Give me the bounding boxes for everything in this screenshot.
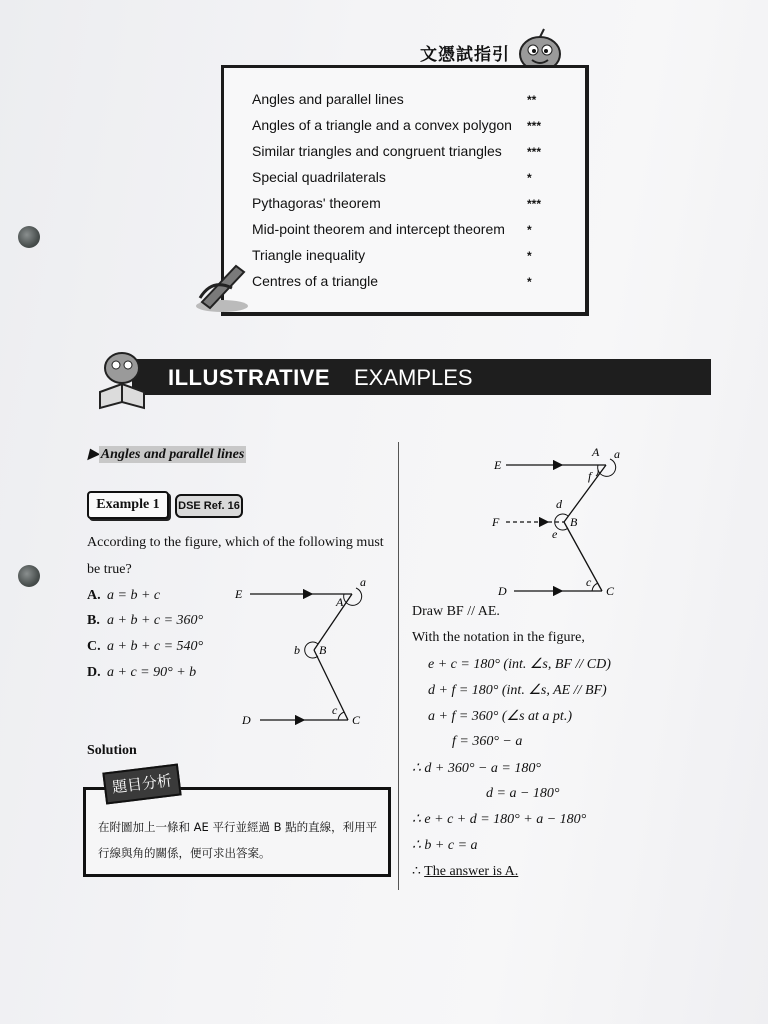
solution-line: ∴ e + c + d = 180° + a − 180° [412,812,587,827]
binder-hole [18,565,40,587]
fig-label: C [606,584,615,598]
solution-line: d = a − 180° [486,786,560,801]
option-c [87,639,203,655]
option-text: a + c = 90° + b [107,665,197,680]
solution-line: e + c = 180° (int. ∠s, BF // CD) [428,657,611,672]
guide-topic: Mid-point theorem and intercept theorem [252,221,505,237]
fig-label: B [319,643,327,657]
solution-line: f = 360° − a [452,734,523,749]
fig-label: f [588,469,592,483]
guide-topic: Similar triangles and congruent triangles [252,143,502,159]
question-figure [232,578,368,730]
banner-title-bold: ILLUSTRATIVE [168,365,331,390]
fig-label: c [586,575,592,589]
solution-line: ∴ b + c = a [412,838,478,853]
topic-label: Angles and parallel lines [100,447,245,462]
fig-label: E [494,458,502,472]
example-label: Example 1 [87,491,169,519]
column-divider [398,442,399,890]
question-line: be true? [87,562,132,577]
binder-hole [18,226,40,248]
fig-label: D [242,713,251,727]
guide-topic: Triangle inequality [252,247,366,263]
guide-stars: * [527,249,532,263]
solution-line: With the notation in the figure, [412,630,585,645]
fig-label: d [556,497,562,511]
final-answer: The answer is A. [424,864,519,879]
reading-mascot-icon [94,344,150,414]
guide-stars: *** [527,119,542,133]
analysis-text: 在附圖加上一條和 AE 平行並經過 B 點的直線，利用平行線與角的關係，便可求出答案。 [98,820,378,860]
guide-topic: Special quadrilaterals [252,169,386,185]
option-letter: C. [87,639,101,654]
option-letter: B. [87,613,100,628]
fig-label: a [360,578,366,589]
guide-stars: ** [527,93,537,107]
therefore-symbol: ∴ [412,864,421,879]
question-line: According to the figure, which of the following must [87,535,384,550]
answer-line [412,863,518,880]
fig-label: A [592,445,600,459]
pen-icon [192,258,252,316]
fig-label: A [336,595,344,609]
guide-stars: *** [527,145,542,159]
guide-stars: * [527,171,532,185]
solution-line: Draw BF // AE. [412,604,500,619]
exam-guide-box [221,65,589,316]
fig-label: e [552,527,558,541]
banner-title-light: EXAMPLES [354,365,473,390]
fig-label: B [570,515,578,529]
option-letter: D. [87,665,101,680]
dse-ref-badge: DSE Ref. 16 [175,494,243,518]
analysis-tag: 題目分析 [102,763,181,804]
guide-title: 文憑試指引 [420,45,510,65]
option-text: a + b + c = 360° [107,613,204,628]
solution-line: ∴ d + 360° − a = 180° [412,761,541,776]
guide-stars: * [527,275,532,289]
fig-label: b [294,643,300,657]
fig-label: a [614,447,620,461]
fig-label: E [235,587,243,601]
option-text: a = b + c [107,588,161,603]
solution-figure [486,444,626,604]
guide-stars: *** [527,197,542,211]
guide-topic: Angles of a triangle and a convex polygon [252,117,512,133]
topic-heading: ▶ Angles and parallel lines [88,447,245,462]
option-b [87,613,203,629]
guide-topic: Pythagoras' theorem [252,195,381,211]
solution-heading: Solution [87,743,137,758]
guide-topic: Angles and parallel lines [252,91,404,107]
fig-label: D [498,584,507,598]
option-d [87,665,196,681]
option-text: a + b + c = 540° [107,639,204,654]
guide-topic: Centres of a triangle [252,273,379,289]
fig-label: c [332,703,338,717]
solution-line: a + f = 360° (∠s at a pt.) [428,709,572,724]
guide-stars: * [527,223,532,237]
option-letter: A. [87,588,101,603]
solution-line: d + f = 180° (int. ∠s, AE // BF) [428,683,607,698]
fig-label: F [492,515,500,529]
illustrative-examples-banner [132,359,711,395]
option-a [87,588,160,604]
fig-label: C [352,713,361,727]
